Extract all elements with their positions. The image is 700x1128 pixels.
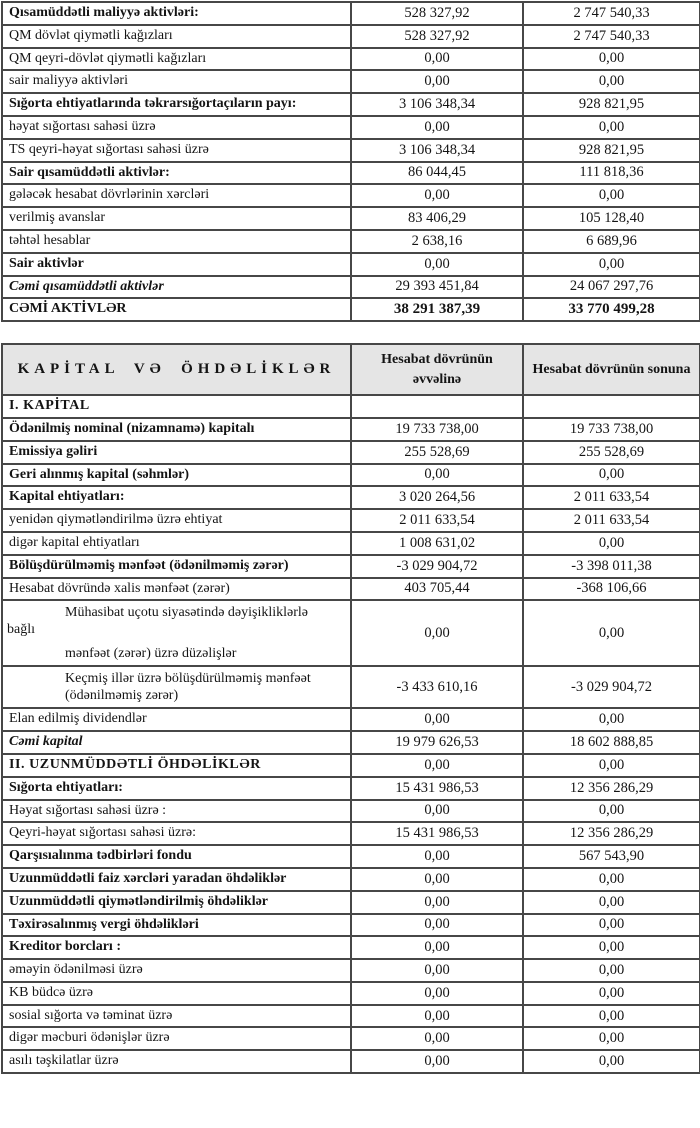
value-period-start: 3 106 348,34	[351, 93, 523, 116]
value-period-start: 528 327,92	[351, 25, 523, 48]
row-label: Kreditor borcları :	[2, 936, 351, 959]
capital-table-body	[2, 395, 700, 1073]
capital-liabilities-header: KAPİTAL VƏ ÖHDƏLİKLƏR	[2, 344, 351, 395]
row-label: əməyin ödənilməsi üzrə	[2, 959, 351, 982]
row-label: Hesabat dövründə xalis mənfəət (zərər)	[2, 578, 351, 601]
table-row	[2, 555, 700, 578]
row-label: Həyat sığortası sahəsi üzrə :	[2, 800, 351, 823]
row-label: Cəmi kapital	[2, 731, 351, 754]
value-period-start: 2 011 633,54	[351, 509, 523, 532]
value-period-end: 0,00	[523, 600, 700, 666]
row-label: CƏMİ AKTİVLƏR	[2, 298, 351, 321]
row-label	[2, 666, 351, 708]
table-row	[2, 600, 700, 666]
value-period-start: 0,00	[351, 959, 523, 982]
table-row	[2, 418, 700, 441]
value-period-start: 3 020 264,56	[351, 486, 523, 509]
row-label-line: Keçmiş illər üzrə bölüşdürülməmiş mənfəət	[65, 671, 311, 687]
value-period-start: 0,00	[351, 184, 523, 207]
value-period-start: 0,00	[351, 70, 523, 93]
table-row	[2, 116, 700, 139]
table-row	[2, 708, 700, 731]
value-period-start: 403 705,44	[351, 578, 523, 601]
table-row	[2, 93, 700, 116]
value-period-start: 0,00	[351, 982, 523, 1005]
value-period-end	[523, 395, 700, 418]
row-label: Uzunmüddətli faiz xərcləri yaradan öhdəliklər	[2, 868, 351, 891]
value-period-end: 0,00	[523, 116, 700, 139]
value-period-end: 19 733 738,00	[523, 418, 700, 441]
row-label: Təxirəsalınmış vergi öhdəlikləri	[2, 914, 351, 937]
value-period-start: 15 431 986,53	[351, 822, 523, 845]
row-label	[2, 600, 351, 666]
table-row	[2, 891, 700, 914]
value-period-end: 567 543,90	[523, 845, 700, 868]
row-label: Uzunmüddətli qiymətləndirilmiş öhdəliklər	[2, 891, 351, 914]
value-period-end: 105 128,40	[523, 207, 700, 230]
row-label-line: mənfəət (zərər) üzrə düzəlişlər	[65, 646, 237, 662]
table-row	[2, 754, 700, 777]
table-row	[2, 2, 700, 25]
period-start-header: Hesabat dövrünün əvvəlinə	[351, 344, 523, 395]
row-label-line: (ödənilməmiş zərər)	[65, 688, 179, 704]
value-period-start: -3 029 904,72	[351, 555, 523, 578]
value-period-start: 2 638,16	[351, 230, 523, 253]
value-period-end: 0,00	[523, 754, 700, 777]
value-period-start: -3 433 610,16	[351, 666, 523, 708]
row-label: Sair qısamüddətli aktivlər:	[2, 162, 351, 185]
table-row	[2, 298, 700, 321]
value-period-start: 0,00	[351, 800, 523, 823]
value-period-end: 0,00	[523, 1005, 700, 1028]
row-label: sosial sığorta və təminat üzrə	[2, 1005, 351, 1028]
value-period-start: 0,00	[351, 914, 523, 937]
value-period-end: -3 029 904,72	[523, 666, 700, 708]
value-period-start: 86 044,45	[351, 162, 523, 185]
row-label: asılı təşkilatlar üzrə	[2, 1050, 351, 1073]
row-label: Geri alınmış kapital (səhmlər)	[2, 464, 351, 487]
value-period-start: 19 733 738,00	[351, 418, 523, 441]
table-row	[2, 139, 700, 162]
value-period-end: 0,00	[523, 70, 700, 93]
row-label: digər məcburi ödənişlər üzrə	[2, 1027, 351, 1050]
table-row	[2, 822, 700, 845]
value-period-end: -368 106,66	[523, 578, 700, 601]
value-period-end: 0,00	[523, 868, 700, 891]
table-row	[2, 395, 700, 418]
row-label: Sair aktivlər	[2, 253, 351, 276]
value-period-start: 38 291 387,39	[351, 298, 523, 321]
table-row	[2, 25, 700, 48]
row-label: Bölüşdürülməmiş mənfəət (ödənilməmiş zərər)	[2, 555, 351, 578]
row-label: Kapital ehtiyatları:	[2, 486, 351, 509]
table-row	[2, 48, 700, 71]
assets-table-body	[2, 2, 700, 321]
value-period-end: 2 011 633,54	[523, 509, 700, 532]
value-period-end: 2 747 540,33	[523, 2, 700, 25]
value-period-start: 15 431 986,53	[351, 777, 523, 800]
row-label: Sığorta ehtiyatlarında təkrarsığortaçıların payı:	[2, 93, 351, 116]
row-label: verilmiş avanslar	[2, 207, 351, 230]
row-label: həyat sığortası sahəsi üzrə	[2, 116, 351, 139]
value-period-end: 0,00	[523, 184, 700, 207]
value-period-start: 1 008 631,02	[351, 532, 523, 555]
value-period-start: 0,00	[351, 253, 523, 276]
row-label: Qarşısıalınma tədbirləri fondu	[2, 845, 351, 868]
table-row	[2, 162, 700, 185]
value-period-end: 6 689,96	[523, 230, 700, 253]
value-period-start: 0,00	[351, 464, 523, 487]
table-row	[2, 1050, 700, 1073]
value-period-end: 0,00	[523, 959, 700, 982]
value-period-start: 0,00	[351, 48, 523, 71]
table-row	[2, 731, 700, 754]
table-row	[2, 230, 700, 253]
value-period-end: 0,00	[523, 914, 700, 937]
row-label: I. KAPİTAL	[2, 395, 351, 418]
value-period-start: 0,00	[351, 1027, 523, 1050]
row-label: Cəmi qısamüddətli aktivlər	[2, 276, 351, 299]
row-label: TS qeyri-həyat sığortası sahəsi üzrə	[2, 139, 351, 162]
value-period-start: 255 528,69	[351, 441, 523, 464]
value-period-end: 0,00	[523, 253, 700, 276]
row-label: Qeyri-həyat sığortası sahəsi üzrə:	[2, 822, 351, 845]
value-period-end: 928 821,95	[523, 139, 700, 162]
value-period-start	[351, 395, 523, 418]
table-row	[2, 868, 700, 891]
value-period-end: 0,00	[523, 464, 700, 487]
row-label: digər kapital ehtiyatları	[2, 532, 351, 555]
value-period-end: 18 602 888,85	[523, 731, 700, 754]
table-row	[2, 800, 700, 823]
table-header-row	[2, 344, 700, 395]
value-period-start: 0,00	[351, 1050, 523, 1073]
value-period-start: 0,00	[351, 600, 523, 666]
table-row	[2, 441, 700, 464]
row-label: yenidən qiymətləndirilmə üzrə ehtiyat	[2, 509, 351, 532]
row-label: QM qeyri-dövlət qiymətli kağızları	[2, 48, 351, 71]
value-period-start: 528 327,92	[351, 2, 523, 25]
capital-table-header	[2, 344, 700, 395]
value-period-start: 0,00	[351, 868, 523, 891]
table-row	[2, 982, 700, 1005]
row-label: KB büdcə üzrə	[2, 982, 351, 1005]
period-end-header: Hesabat dövrünün sonuna	[523, 344, 700, 395]
row-label: II. UZUNMÜDDƏTLİ ÖHDƏLİKLƏR	[2, 754, 351, 777]
value-period-end: 255 528,69	[523, 441, 700, 464]
value-period-end: 33 770 499,28	[523, 298, 700, 321]
value-period-end: 24 067 297,76	[523, 276, 700, 299]
table-row	[2, 509, 700, 532]
table-row	[2, 959, 700, 982]
row-label: Sığorta ehtiyatları:	[2, 777, 351, 800]
row-label: Elan edilmiş dividendlər	[2, 708, 351, 731]
capital-and-liabilities-table	[1, 343, 700, 1074]
row-label: Ödənilmiş nominal (nizamnamə) kapitalı	[2, 418, 351, 441]
value-period-end: 0,00	[523, 532, 700, 555]
row-label: Emissiya gəliri	[2, 441, 351, 464]
value-period-end: 0,00	[523, 982, 700, 1005]
assets-table	[1, 1, 700, 322]
value-period-start: 83 406,29	[351, 207, 523, 230]
table-row	[2, 184, 700, 207]
value-period-end: 0,00	[523, 891, 700, 914]
value-period-start: 0,00	[351, 891, 523, 914]
table-row	[2, 207, 700, 230]
table-row	[2, 532, 700, 555]
value-period-end: 12 356 286,29	[523, 777, 700, 800]
table-row	[2, 1005, 700, 1028]
value-period-end: 0,00	[523, 800, 700, 823]
table-row	[2, 936, 700, 959]
value-period-end: 0,00	[523, 1050, 700, 1073]
row-label: sair maliyyə aktivləri	[2, 70, 351, 93]
table-row	[2, 486, 700, 509]
value-period-end: 0,00	[523, 708, 700, 731]
table-row	[2, 845, 700, 868]
value-period-end: 12 356 286,29	[523, 822, 700, 845]
value-period-start: 0,00	[351, 708, 523, 731]
value-period-end: -3 398 011,38	[523, 555, 700, 578]
value-period-end: 2 747 540,33	[523, 25, 700, 48]
value-period-start: 0,00	[351, 845, 523, 868]
value-period-start: 29 393 451,84	[351, 276, 523, 299]
table-row	[2, 464, 700, 487]
value-period-end: 0,00	[523, 1027, 700, 1050]
value-period-start: 0,00	[351, 936, 523, 959]
value-period-end: 2 011 633,54	[523, 486, 700, 509]
value-period-end: 111 818,36	[523, 162, 700, 185]
row-label-line: Mühasibat uçotu siyasətində dəyişikliklərlə	[65, 605, 309, 621]
value-period-start: 0,00	[351, 1005, 523, 1028]
table-row	[2, 914, 700, 937]
table-row	[2, 578, 700, 601]
row-label: Qısamüddətli maliyyə aktivləri:	[2, 2, 351, 25]
table-row	[2, 70, 700, 93]
value-period-end: 0,00	[523, 936, 700, 959]
value-period-start: 19 979 626,53	[351, 731, 523, 754]
table-row	[2, 276, 700, 299]
table-row	[2, 1027, 700, 1050]
value-period-start: 3 106 348,34	[351, 139, 523, 162]
value-period-start: 0,00	[351, 754, 523, 777]
row-label: təhtəl hesablar	[2, 230, 351, 253]
table-row	[2, 666, 700, 708]
table-row	[2, 253, 700, 276]
row-label: QM dövlət qiymətli kağızları	[2, 25, 351, 48]
value-period-start: 0,00	[351, 116, 523, 139]
value-period-end: 0,00	[523, 48, 700, 71]
value-period-end: 928 821,95	[523, 93, 700, 116]
table-row	[2, 777, 700, 800]
row-label-line: bağlı	[7, 622, 35, 638]
row-label: gələcək hesabat dövrlərinin xərcləri	[2, 184, 351, 207]
